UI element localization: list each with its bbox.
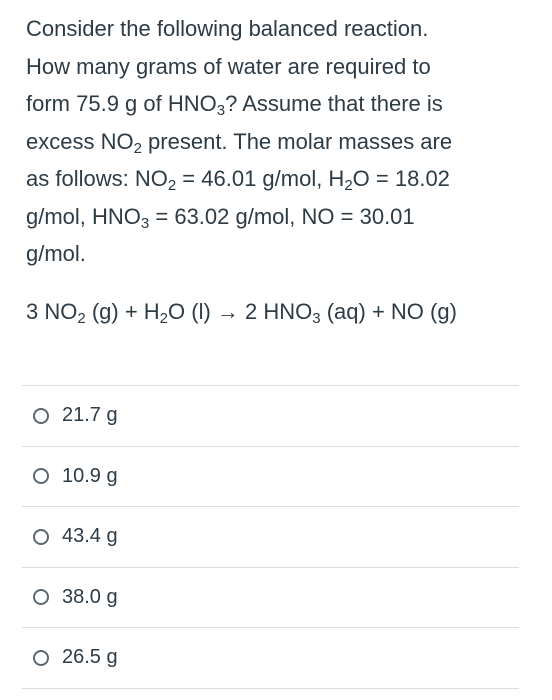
radio-button[interactable] <box>33 589 49 605</box>
question-text-segment: ? Assume that there is <box>225 91 443 116</box>
question-text-segment: O = 18.02 <box>352 166 450 191</box>
subscript: 2 <box>344 177 353 194</box>
equation-segment: (aq) + NO (g) <box>320 299 457 324</box>
answer-option[interactable] <box>22 506 519 567</box>
radio-button[interactable] <box>33 650 49 666</box>
question-text-segment: form 75.9 g of HNO <box>26 91 217 116</box>
answer-label: 21.7 g <box>62 404 118 427</box>
question-line <box>26 235 536 273</box>
question-text-segment: How many grams of water are required to <box>26 53 431 79</box>
radio-button[interactable] <box>33 529 49 545</box>
question-line <box>26 10 536 48</box>
equation-segment: (g) + H <box>85 299 160 324</box>
question-text-segment: Consider the following balanced reaction. <box>26 16 429 41</box>
question-text-segment: = 63.02 g/mol, NO = 30.01 <box>149 203 415 229</box>
answer-label: 38.0 g <box>62 585 118 608</box>
equation-segment: 3 NO <box>26 299 78 324</box>
question-line <box>26 123 536 161</box>
subscript: 2 <box>159 310 169 327</box>
question-line <box>26 48 536 86</box>
question-text-segment: as follows: NO <box>26 166 168 191</box>
answer-option[interactable] <box>22 446 519 507</box>
question-text-segment: g/mol. <box>26 241 86 266</box>
radio-button[interactable] <box>33 468 49 484</box>
subscript: 3 <box>216 102 226 119</box>
subscript: 2 <box>167 177 177 194</box>
question-text <box>26 10 536 273</box>
question-line <box>26 198 536 236</box>
answer-label: 10.9 g <box>62 464 118 487</box>
answer-option[interactable] <box>22 567 519 628</box>
equation-segment: O (l) → 2 HNO <box>168 299 313 324</box>
question-text-segment: present. The molar masses are <box>141 128 453 154</box>
answer-label: 26.5 g <box>62 646 118 669</box>
answer-option[interactable] <box>22 627 519 689</box>
reaction-equation <box>26 293 536 330</box>
subscript: 2 <box>133 139 142 157</box>
radio-button[interactable] <box>33 408 49 424</box>
answer-label: 43.4 g <box>62 525 118 548</box>
question-text-segment: = 46.01 g/mol, H <box>176 166 345 191</box>
question-text-segment: g/mol, HNO <box>26 203 141 229</box>
question-line <box>26 85 536 123</box>
answer-option[interactable] <box>22 385 519 446</box>
question-line <box>26 160 536 198</box>
answer-list <box>22 385 519 689</box>
question-text-segment: excess NO <box>26 128 134 154</box>
subscript: 2 <box>77 310 86 327</box>
subscript: 3 <box>312 310 321 327</box>
subscript: 3 <box>140 214 150 232</box>
